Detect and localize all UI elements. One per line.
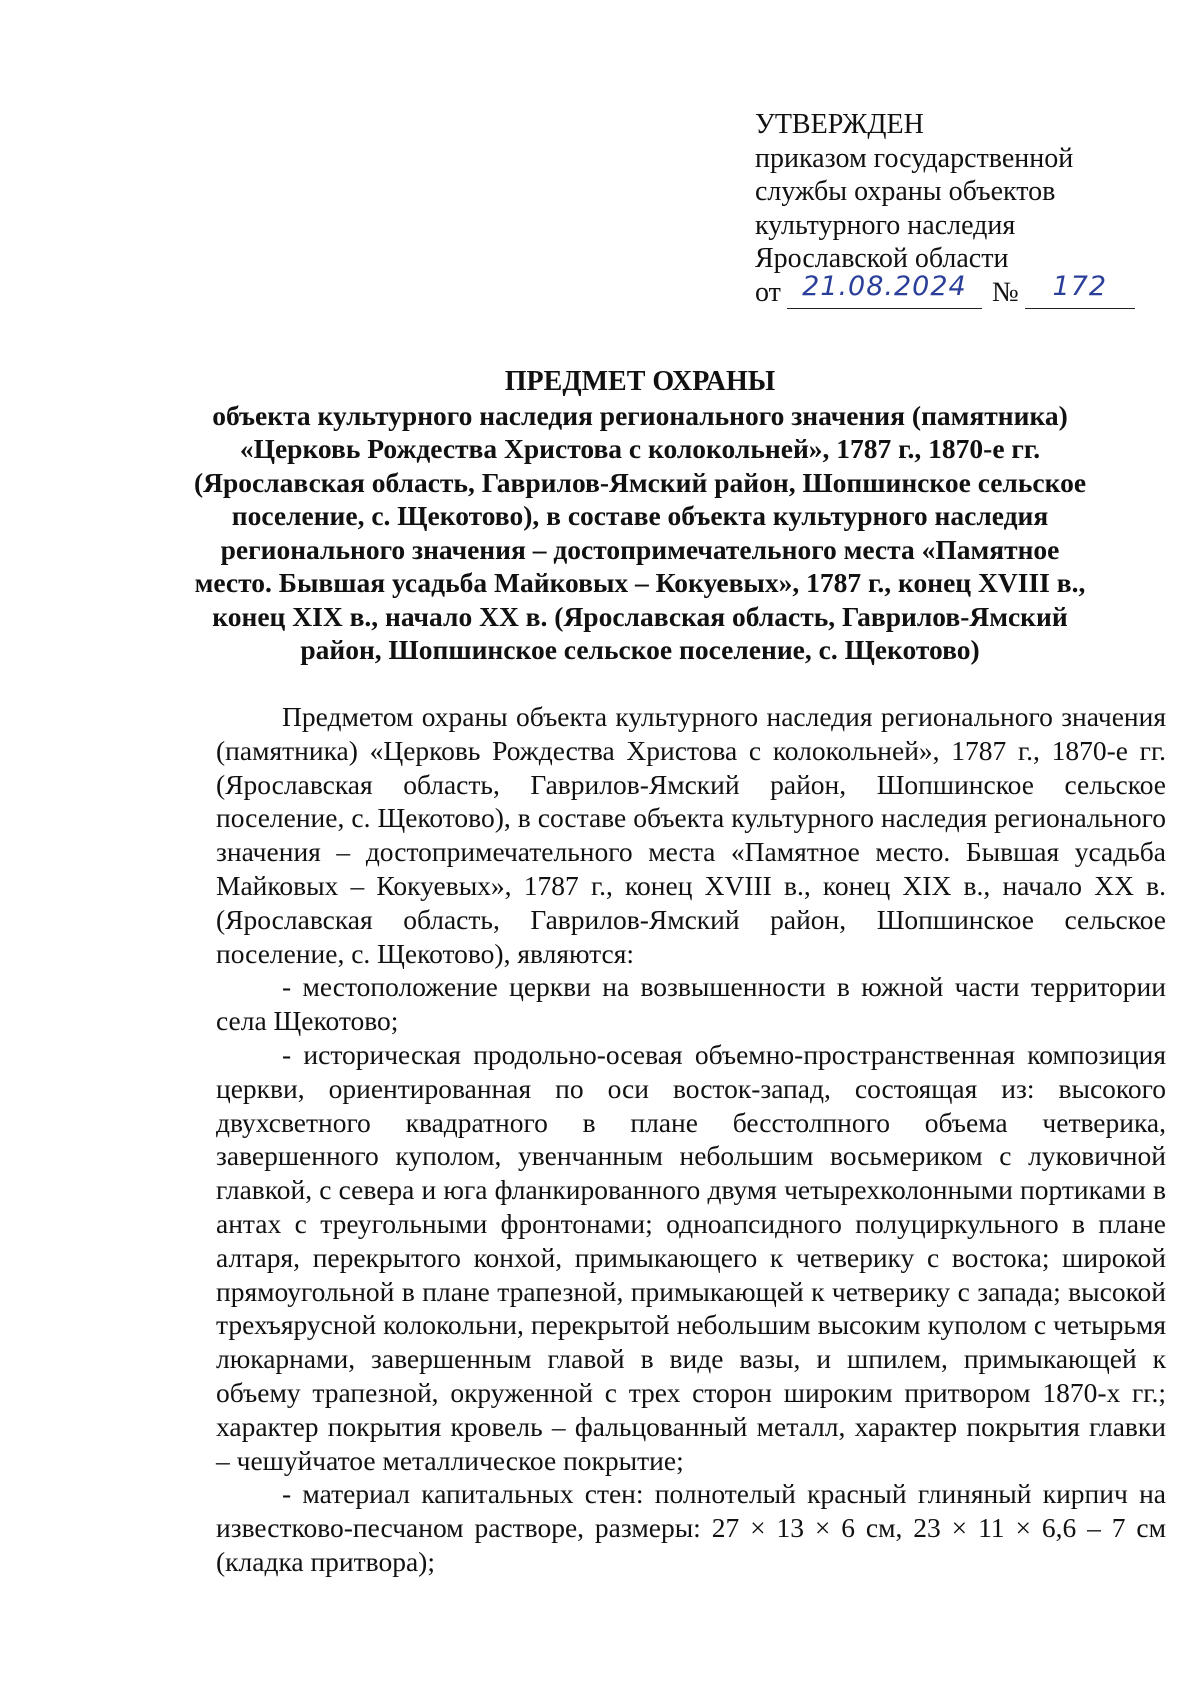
approval-line: культурного наследия <box>755 209 1016 241</box>
title-line: объекта культурного наследия регионального значения (памятника) <box>212 399 1068 431</box>
date-prefix: от <box>755 276 781 308</box>
handwritten-date: 21.08.2024 <box>802 271 967 302</box>
title-line: место. Бывшая усадьба Майковых – Кокуевых», 1787 г., конец XVIII в., <box>194 567 1086 598</box>
title-line: регионального значения – достопримечательного места «Памятное <box>220 533 1060 565</box>
approval-stamp-block <box>755 108 1135 309</box>
title-line: конец XIX в., начало XX в. (Ярославская область, Гаврилов-Ямский <box>212 600 1068 632</box>
document-title: ПРЕДМЕТ ОХРАНЫ <box>504 366 776 397</box>
body-paragraph-intro: Предметом охраны объекта культурного наследия регионального значения (памятника) «Церковь Рождества Христова с колокольней», 1787 г., 1870-е гг. (Ярославская область, Гаврилов-Ямский район, Шопшинское сельское поселение, с. Щекотово), в составе объекта культурного наследия регионального значения – достопримечательного места «Памятное место. Бывшая усадьба Майковых – Кокуевых», 1787 г., конец XVIII в., конец XIX в., начало XX в. (Ярославская область, Гаврилов-Ямский район, Шопшинское сельское поселение, с. Щекотово), являются: <box>216 701 1166 969</box>
document-body <box>216 700 1166 1579</box>
date-number-line <box>755 271 1135 310</box>
approval-line: приказом государственной <box>755 142 1074 174</box>
title-line: (Ярославская область, Гаврилов-Ямский район, Шопшинское сельское <box>193 466 1087 498</box>
approval-line: Ярославской области <box>755 243 1009 274</box>
approval-line: службы охраны объектов <box>755 176 1056 207</box>
title-line: поселение, с. Щекотово), в составе объекта культурного наследия <box>231 500 1049 531</box>
approval-heading: УТВЕРЖДЕН <box>755 109 924 140</box>
body-paragraph-location: - местоположение церкви на возвышенности в южной части территории села Щекотово; <box>216 971 1166 1037</box>
title-line: район, Шопшинское сельское поселение, с. Щекотово) <box>300 634 980 665</box>
handwritten-number: 172 <box>1052 271 1108 302</box>
document-title-block <box>190 365 1090 667</box>
handwritten-number-field <box>1025 271 1135 309</box>
body-paragraph-composition: - историческая продольно-осевая объемно-пространственная композиция церкви, ориентированная по оси восток-запад, состоящая из: высокого двухсветного квадратного в плане бесстолпного объема четверика, завершенного куполом, увенчанным небольшим восьмериком с луковичной главкой, с севера и юга фланкированного двумя четырехколонными портиками в антах с треугольными фронтонами; одноапсидного полуциркульного в плане алтаря, перекрытого конхой, примыкающего к четверику с востока; широкой прямоугольной в плане трапезной, примыкающей к четверику с запада; высокой трехъярусной колокольни, перекрытой небольшим высоким куполом с четырьмя люкарнами, завершенным главой в виде вазы, и шпилем, примыкающей к объему трапезной, окруженной с трех сторон широким притвором 1870-х гг.; характер покрытия кровель – фальцованный металл, характер покрытия главки – чешуйчатое металлическое покрытие; <box>216 1038 1166 1476</box>
handwritten-date-field <box>787 271 982 309</box>
number-prefix: № <box>991 276 1019 308</box>
title-line: «Церковь Рождества Христова с колокольней», 1787 г., 1870-е гг. <box>239 433 1041 464</box>
body-paragraph-material: - материал капитальных стен: полнотелый красный глиняный кирпич на известково-песчаном растворе, размеры: 27 × 13 × 6 см, 23 × 11 × 6,6 – 7 см (кладка притвора); <box>216 1478 1166 1577</box>
